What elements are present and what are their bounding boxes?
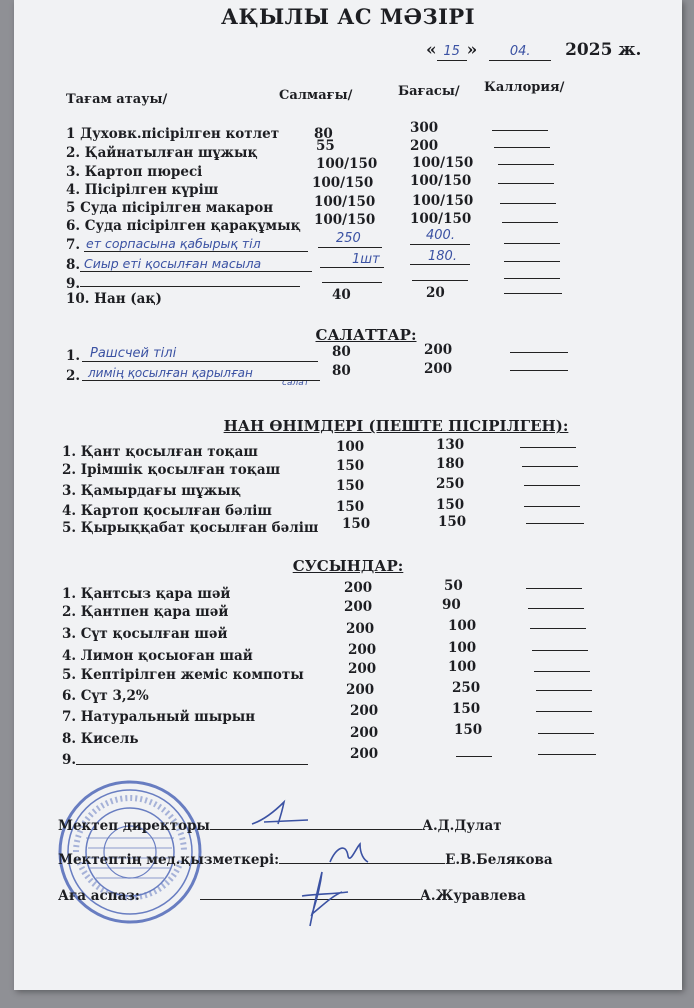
salads-title: САЛАТТАР:	[315, 326, 417, 344]
date-day: 15	[443, 44, 460, 59]
header-price: Бағасы/	[398, 84, 460, 99]
header-weight: Салмағы/	[279, 88, 353, 103]
date-open-quote: «	[426, 40, 437, 60]
drinks-title: СУСЫНДАР:	[292, 557, 404, 575]
list-item: 3. Қамырдағы шұжық 150 250	[14, 483, 682, 501]
signature-person: Е.В.Белякова	[445, 852, 553, 868]
date-month: 04.	[509, 44, 531, 59]
list-item: 5. Кептірілген жеміс компоты 200 100	[14, 667, 682, 685]
list-item: 4. Пісірілген күріш 100/150 100/150	[14, 182, 682, 200]
list-item: 2. Қайнатылған шұжық 55 200	[14, 145, 682, 163]
header-calories: Каллория/	[484, 80, 565, 95]
signature-person: А.Журавлева	[419, 888, 526, 904]
list-item: 8. Кисель 200 150	[14, 731, 682, 749]
list-item: 1. Қант қосылған тоқаш 100 130	[14, 444, 682, 462]
list-item: 3. Сүт қосылған шәй 200 100	[14, 626, 682, 644]
list-item: 8. Сиыр еті қосылған масыла 1шт 180.	[14, 257, 682, 275]
list-item: 5. Қырыққабат қосылған бәліш 150 150	[14, 520, 682, 538]
list-item: 4. Лимон қосыоған шай 200 100	[14, 648, 682, 666]
signature-person: А.Д.Дулат	[421, 818, 502, 834]
list-item: 1. Қантсыз қара шәй 200 50	[14, 586, 682, 604]
date-close-quote: »	[466, 40, 478, 60]
signature-role: Мектептің мед.қызметкері:	[58, 852, 280, 868]
list-item: 9. 200	[14, 752, 682, 770]
list-item: 9.	[14, 276, 682, 294]
list-item: 1. Рашсчей тілі 80 200	[14, 348, 682, 366]
header-name: Тағам атауы/	[66, 92, 168, 107]
menu-title: АҚЫЛЫ АС МӘЗІРІ	[220, 4, 476, 29]
list-item: 7. Натуральный шырын 200 150	[14, 709, 682, 727]
list-item: 4. Картоп қосылған бәліш 150 150	[14, 503, 682, 521]
list-item: 6. Сүт 3,2% 200 250	[14, 688, 682, 706]
signature-role: Мектеп директоры	[58, 818, 210, 834]
list-item: 3. Картоп пюресі 100/150 100/150	[14, 164, 682, 182]
list-item: 5 Суда пісірілген макарон 100/150 100/150	[14, 200, 682, 218]
list-item: 10. Нан (ақ) 40 20	[14, 291, 682, 309]
chef-signature-icon	[292, 866, 352, 930]
list-item: 2. Ірімшік қосылған тоқаш 150 180	[14, 462, 682, 480]
menu-sheet	[14, 0, 682, 990]
signature-role: Аға аспаз:	[58, 888, 140, 904]
list-item: 2. Қантпен қара шәй 200 90	[14, 604, 682, 622]
list-item: 2. лимің қосылған қарылған салат 80 200	[14, 368, 682, 386]
date-year: 2025 ж.	[565, 40, 642, 60]
list-item: 1 Духовк.пісірілген котлет 80 300	[14, 126, 682, 144]
date-line	[426, 40, 641, 61]
list-item: 6. Суда пісірілген қарақұмық 100/150 100/150	[14, 218, 682, 236]
director-signature-icon	[244, 798, 314, 832]
bakery-title: НАН ӨНІМДЕРІ (ПЕШТЕ ПІСІРІЛГЕН):	[223, 417, 569, 435]
list-item: 7. ет сорпасына қабырық тіл 250 400.	[14, 237, 682, 255]
